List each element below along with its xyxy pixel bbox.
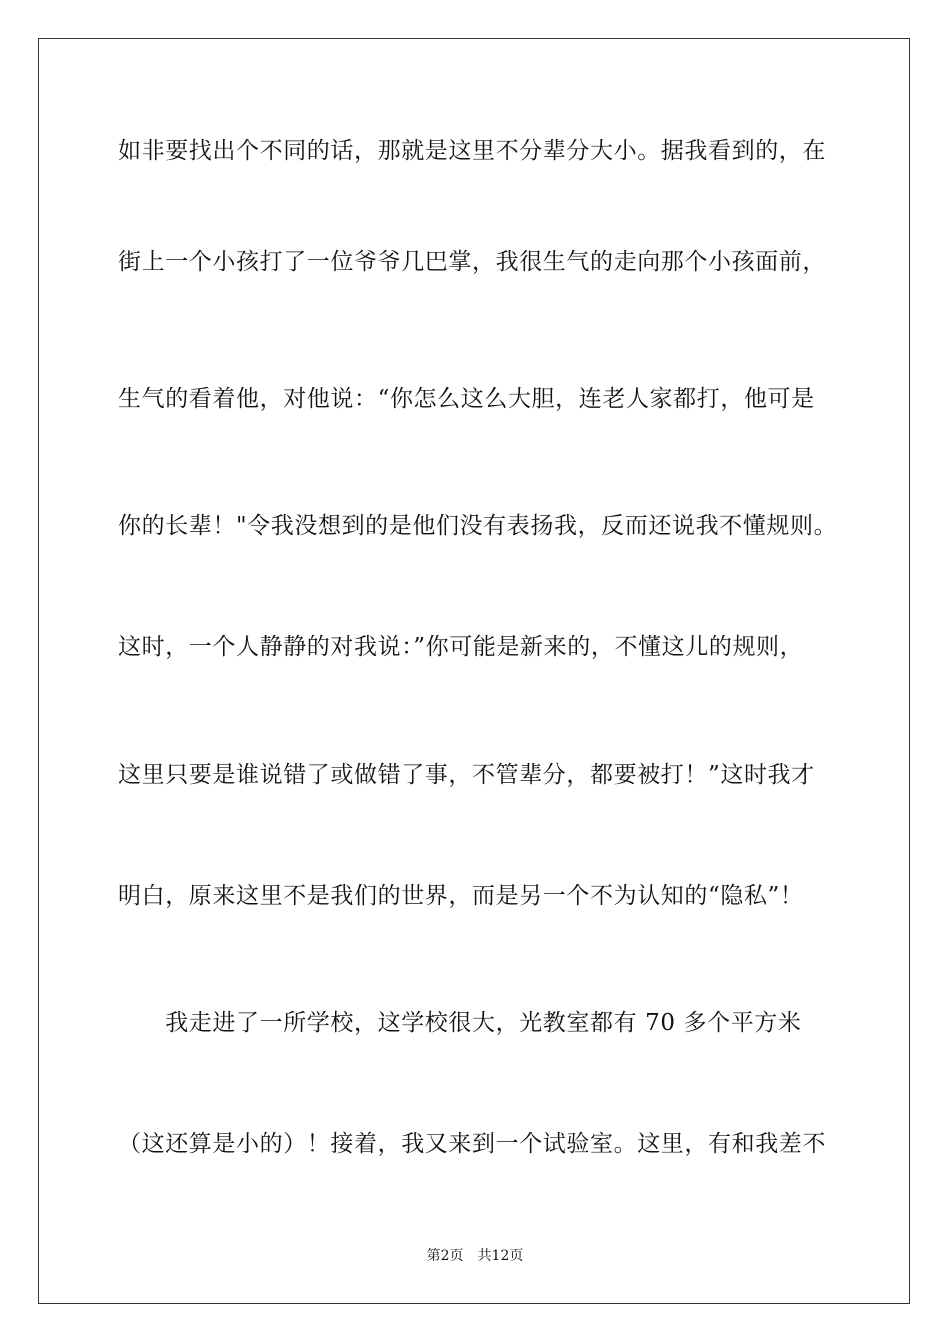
paragraph-line: 街上一个小孩打了一位爷爷几巴掌，我很生气的走向那个小孩面前， xyxy=(118,249,826,275)
paragraph-line: （这还算是小的）！接着，我又来到一个试验室。这里，有和我差不 xyxy=(118,1131,826,1157)
paragraph-line: 这里只要是谁说错了或做错了事，不管辈分，都要被打！”这时我才 xyxy=(118,762,815,788)
paragraph-line: 我走进了一所学校，这学校很大，光教室都有 70 多个平方米 xyxy=(118,1010,802,1036)
paragraph-line: 明白，原来这里不是我们的世界，而是另一个不为认知的“隐私”！ xyxy=(118,883,804,909)
paragraph-line: 你的长辈！"令我没想到的是他们没有表扬我，反而还说我不懂规则。 xyxy=(118,513,838,539)
page-number-footer: 第2页 共12页 xyxy=(426,1248,524,1264)
page-border xyxy=(38,38,910,1304)
paragraph-line: 这时，一个人静静的对我说：”你可能是新来的，不懂这儿的规则， xyxy=(118,634,804,660)
paragraph-line: 如非要找出个不同的话，那就是这里不分辈分大小。据我看到的，在 xyxy=(118,138,826,164)
paragraph-line: 生气的看着他，对他说：“你怎么这么大胆，连老人家都打，他可是 xyxy=(118,386,815,412)
